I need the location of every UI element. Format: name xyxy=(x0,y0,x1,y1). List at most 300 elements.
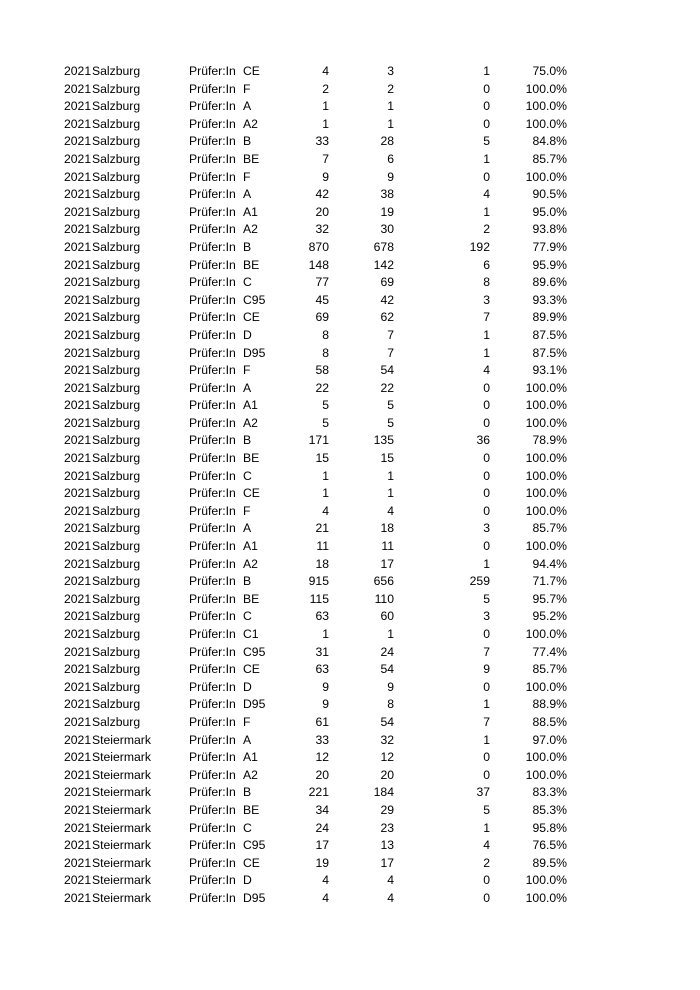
failed-count-cell: 0 xyxy=(483,627,490,641)
passed-count-cell: 69 xyxy=(380,275,394,290)
year-cell: 2021 xyxy=(64,714,92,729)
passed-count-cell: 13 xyxy=(380,838,394,853)
license-class-cell: CE xyxy=(243,662,260,677)
total-count-cell: 8 xyxy=(322,327,329,342)
passed-count-cell: 54 xyxy=(380,662,394,677)
table-row xyxy=(0,309,700,327)
year-cell: 2021 xyxy=(64,785,92,800)
total-count-cell: 63 xyxy=(315,609,329,624)
passed-count-cell: 12 xyxy=(380,750,394,765)
state-cell: Salzburg xyxy=(92,222,141,237)
state-cell: Salzburg xyxy=(92,204,141,219)
pass-rate-cell: 100.0% xyxy=(525,415,567,430)
failed-count-cell: 1 xyxy=(483,327,490,342)
state-cell: Salzburg xyxy=(92,609,141,624)
year-cell: 2021 xyxy=(64,662,92,677)
year-cell: 2021 xyxy=(64,732,92,747)
total-count-cell: 870 xyxy=(308,239,329,254)
state-cell: Salzburg xyxy=(92,187,141,202)
pass-rate-cell: 97.0% xyxy=(532,732,567,747)
year-cell: 2021 xyxy=(64,380,92,395)
license-class-cell: B xyxy=(243,785,252,800)
table-row xyxy=(0,732,700,750)
state-cell: Salzburg xyxy=(92,679,141,694)
state-cell: Steiermark xyxy=(92,802,151,817)
pass-rate-cell: 87.5% xyxy=(532,327,567,342)
total-count-cell: 32 xyxy=(315,222,329,237)
role-cell: Prüfer:In xyxy=(189,433,236,448)
passed-count-cell: 29 xyxy=(380,802,394,817)
failed-count-cell: 7 xyxy=(483,644,490,659)
passed-count-cell: 1 xyxy=(387,116,394,131)
failed-count-cell: 0 xyxy=(483,81,490,96)
role-cell: Prüfer:In xyxy=(189,802,236,817)
year-cell: 2021 xyxy=(64,750,92,765)
failed-count-cell: 0 xyxy=(483,503,490,518)
total-count-cell: 69 xyxy=(315,310,329,325)
role-cell: Prüfer:In xyxy=(189,116,236,131)
passed-count-cell: 1 xyxy=(387,627,394,641)
table-row xyxy=(0,608,700,626)
table-row xyxy=(0,696,700,714)
total-count-cell: 4 xyxy=(322,873,329,888)
total-count-cell: 20 xyxy=(315,767,329,782)
state-cell: Steiermark xyxy=(92,767,151,782)
state-cell: Steiermark xyxy=(92,838,151,853)
year-cell: 2021 xyxy=(64,151,92,166)
license-class-cell: BE xyxy=(243,591,260,606)
role-cell: Prüfer:In xyxy=(189,275,236,290)
table-row xyxy=(0,362,700,380)
total-count-cell: 17 xyxy=(315,838,329,853)
table-row xyxy=(0,257,700,275)
state-cell: Salzburg xyxy=(92,169,141,184)
role-cell: Prüfer:In xyxy=(189,64,236,78)
state-cell: Salzburg xyxy=(92,151,141,166)
license-class-cell: B xyxy=(243,239,252,254)
license-class-cell: F xyxy=(243,363,251,378)
passed-count-cell: 60 xyxy=(380,609,394,624)
year-cell: 2021 xyxy=(64,539,92,554)
table-row xyxy=(0,327,700,345)
role-cell: Prüfer:In xyxy=(189,767,236,782)
passed-count-cell: 30 xyxy=(380,222,394,237)
pass-rate-cell: 78.9% xyxy=(532,433,567,448)
role-cell: Prüfer:In xyxy=(189,574,236,589)
failed-count-cell: 0 xyxy=(483,169,490,184)
table-row xyxy=(0,890,700,908)
year-cell: 2021 xyxy=(64,275,92,290)
passed-count-cell: 24 xyxy=(380,644,394,659)
role-cell: Prüfer:In xyxy=(189,697,236,712)
failed-count-cell: 3 xyxy=(483,292,490,307)
year-cell: 2021 xyxy=(64,644,92,659)
total-count-cell: 24 xyxy=(315,820,329,835)
license-class-cell: B xyxy=(243,574,252,589)
year-cell: 2021 xyxy=(64,609,92,624)
total-count-cell: 5 xyxy=(322,398,329,413)
failed-count-cell: 192 xyxy=(469,239,490,254)
table-row xyxy=(0,292,700,310)
total-count-cell: 8 xyxy=(322,345,329,360)
passed-count-cell: 18 xyxy=(380,521,394,536)
license-class-cell: A2 xyxy=(243,415,258,430)
failed-count-cell: 0 xyxy=(483,99,490,114)
state-cell: Salzburg xyxy=(92,257,141,272)
year-cell: 2021 xyxy=(64,767,92,782)
total-count-cell: 11 xyxy=(316,539,329,554)
passed-count-cell: 184 xyxy=(373,785,394,800)
pass-rate-cell: 94.4% xyxy=(532,556,567,571)
total-count-cell: 63 xyxy=(315,662,329,677)
passed-count-cell: 6 xyxy=(387,151,394,166)
state-cell: Salzburg xyxy=(92,697,141,712)
total-count-cell: 915 xyxy=(308,574,329,589)
failed-count-cell: 5 xyxy=(483,134,490,149)
state-cell: Salzburg xyxy=(92,662,141,677)
failed-count-cell: 7 xyxy=(483,714,490,729)
table-row xyxy=(0,63,700,81)
passed-count-cell: 1 xyxy=(387,486,394,501)
table-row xyxy=(0,116,700,134)
table-row xyxy=(0,169,700,187)
year-cell: 2021 xyxy=(64,802,92,817)
state-cell: Salzburg xyxy=(92,521,141,536)
license-class-cell: A xyxy=(243,521,252,536)
pass-rate-cell: 100.0% xyxy=(525,486,567,501)
pass-rate-cell: 90.5% xyxy=(532,187,567,202)
total-count-cell: 9 xyxy=(322,697,329,712)
passed-count-cell: 110 xyxy=(374,591,394,606)
pass-rate-cell: 95.2% xyxy=(532,609,567,624)
total-count-cell: 1 xyxy=(322,486,329,501)
failed-count-cell: 5 xyxy=(483,802,490,817)
state-cell: Salzburg xyxy=(92,275,141,290)
passed-count-cell: 32 xyxy=(380,732,394,747)
total-count-cell: 1 xyxy=(322,116,329,131)
license-class-cell: C xyxy=(243,468,252,483)
total-count-cell: 45 xyxy=(315,292,329,307)
total-count-cell: 33 xyxy=(315,732,329,747)
pass-rate-cell: 84.8% xyxy=(532,134,567,149)
table-row xyxy=(0,186,700,204)
pass-rate-cell: 93.8% xyxy=(532,222,567,237)
license-class-cell: C xyxy=(243,609,252,624)
table-row xyxy=(0,397,700,415)
pass-rate-cell: 100.0% xyxy=(525,873,567,888)
pass-rate-cell: 85.3% xyxy=(532,802,567,817)
failed-count-cell: 0 xyxy=(483,380,490,395)
failed-count-cell: 1 xyxy=(483,732,490,747)
license-class-cell: C1 xyxy=(243,627,259,641)
table-row xyxy=(0,81,700,99)
role-cell: Prüfer:In xyxy=(189,151,236,166)
state-cell: Steiermark xyxy=(92,890,151,905)
state-cell: Steiermark xyxy=(92,855,151,870)
passed-count-cell: 4 xyxy=(387,873,394,888)
pass-rate-cell: 77.4% xyxy=(532,644,567,659)
license-class-cell: D95 xyxy=(243,345,266,360)
role-cell: Prüfer:In xyxy=(189,785,236,800)
table-row xyxy=(0,133,700,151)
total-count-cell: 1 xyxy=(322,627,329,641)
pass-rate-cell: 95.0% xyxy=(532,204,567,219)
table-row xyxy=(0,749,700,767)
year-cell: 2021 xyxy=(64,222,92,237)
state-cell: Salzburg xyxy=(92,486,141,501)
year-cell: 2021 xyxy=(64,398,92,413)
role-cell: Prüfer:In xyxy=(189,820,236,835)
total-count-cell: 4 xyxy=(322,503,329,518)
pass-rate-cell: 95.8% xyxy=(532,820,567,835)
total-count-cell: 4 xyxy=(322,64,329,78)
failed-count-cell: 259 xyxy=(469,574,490,589)
total-count-cell: 77 xyxy=(315,275,329,290)
role-cell: Prüfer:In xyxy=(189,750,236,765)
state-cell: Steiermark xyxy=(92,785,151,800)
failed-count-cell: 1 xyxy=(483,345,490,360)
state-cell: Salzburg xyxy=(92,433,141,448)
failed-count-cell: 0 xyxy=(483,398,490,413)
role-cell: Prüfer:In xyxy=(189,169,236,184)
table-row xyxy=(0,520,700,538)
pass-rate-cell: 100.0% xyxy=(525,451,567,466)
passed-count-cell: 9 xyxy=(387,169,394,184)
state-cell: Salzburg xyxy=(92,327,141,342)
table-row xyxy=(0,450,700,468)
role-cell: Prüfer:In xyxy=(189,714,236,729)
year-cell: 2021 xyxy=(64,99,92,114)
failed-count-cell: 0 xyxy=(483,486,490,501)
license-class-cell: C95 xyxy=(243,838,266,853)
year-cell: 2021 xyxy=(64,890,92,905)
pass-rate-cell: 85.7% xyxy=(532,662,567,677)
license-class-cell: CE xyxy=(243,64,260,78)
passed-count-cell: 22 xyxy=(380,380,394,395)
total-count-cell: 58 xyxy=(315,363,329,378)
table-row xyxy=(0,345,700,363)
state-cell: Salzburg xyxy=(92,714,141,729)
failed-count-cell: 36 xyxy=(476,433,490,448)
year-cell: 2021 xyxy=(64,239,92,254)
failed-count-cell: 0 xyxy=(483,767,490,782)
table-row xyxy=(0,468,700,486)
failed-count-cell: 0 xyxy=(483,415,490,430)
total-count-cell: 9 xyxy=(322,679,329,694)
year-cell: 2021 xyxy=(64,591,92,606)
license-class-cell: A xyxy=(243,187,252,202)
license-class-cell: A1 xyxy=(243,398,258,413)
total-count-cell: 148 xyxy=(308,257,329,272)
pass-rate-cell: 100.0% xyxy=(525,99,567,114)
state-cell: Salzburg xyxy=(92,503,141,518)
role-cell: Prüfer:In xyxy=(189,222,236,237)
year-cell: 2021 xyxy=(64,169,92,184)
year-cell: 2021 xyxy=(64,697,92,712)
total-count-cell: 34 xyxy=(315,802,329,817)
failed-count-cell: 1 xyxy=(483,820,490,835)
role-cell: Prüfer:In xyxy=(189,503,236,518)
passed-count-cell: 20 xyxy=(380,767,394,782)
license-class-cell: F xyxy=(243,81,251,96)
license-class-cell: BE xyxy=(243,802,260,817)
license-class-cell: CE xyxy=(243,310,260,325)
total-count-cell: 2 xyxy=(322,81,329,96)
license-class-cell: BE xyxy=(243,257,260,272)
license-class-cell: D xyxy=(243,679,252,694)
pass-rate-cell: 89.5% xyxy=(532,855,567,870)
year-cell: 2021 xyxy=(64,486,92,501)
role-cell: Prüfer:In xyxy=(189,855,236,870)
pass-rate-cell: 100.0% xyxy=(525,539,567,554)
year-cell: 2021 xyxy=(64,204,92,219)
role-cell: Prüfer:In xyxy=(189,187,236,202)
total-count-cell: 171 xyxy=(308,433,329,448)
failed-count-cell: 6 xyxy=(483,257,490,272)
table-row xyxy=(0,644,700,662)
failed-count-cell: 0 xyxy=(483,539,490,554)
passed-count-cell: 62 xyxy=(380,310,394,325)
pass-rate-cell: 100.0% xyxy=(525,767,567,782)
year-cell: 2021 xyxy=(64,521,92,536)
passed-count-cell: 4 xyxy=(387,503,394,518)
failed-count-cell: 8 xyxy=(483,275,490,290)
year-cell: 2021 xyxy=(64,627,92,641)
year-cell: 2021 xyxy=(64,81,92,96)
table-row xyxy=(0,239,700,257)
table-row xyxy=(0,485,700,503)
state-cell: Salzburg xyxy=(92,81,141,96)
state-cell: Salzburg xyxy=(92,468,141,483)
total-count-cell: 31 xyxy=(315,644,329,659)
role-cell: Prüfer:In xyxy=(189,539,236,554)
license-class-cell: A xyxy=(243,380,252,395)
pass-rate-cell: 95.9% xyxy=(532,257,567,272)
year-cell: 2021 xyxy=(64,345,92,360)
year-cell: 2021 xyxy=(64,574,92,589)
passed-count-cell: 17 xyxy=(380,556,394,571)
total-count-cell: 1 xyxy=(322,99,329,114)
table-row xyxy=(0,714,700,732)
state-cell: Steiermark xyxy=(92,873,151,888)
table-row xyxy=(0,204,700,222)
table-row xyxy=(0,573,700,591)
state-cell: Salzburg xyxy=(92,644,141,659)
pass-rate-cell: 71.7% xyxy=(532,574,567,589)
pass-rate-cell: 93.3% xyxy=(532,292,567,307)
pass-rate-cell: 100.0% xyxy=(525,81,567,96)
table-row xyxy=(0,98,700,116)
license-class-cell: F xyxy=(243,169,251,184)
state-cell: Salzburg xyxy=(92,398,141,413)
failed-count-cell: 0 xyxy=(483,750,490,765)
license-class-cell: A1 xyxy=(243,539,258,554)
table-row xyxy=(0,274,700,292)
role-cell: Prüfer:In xyxy=(189,679,236,694)
total-count-cell: 61 xyxy=(315,714,329,729)
state-cell: Salzburg xyxy=(92,380,141,395)
total-count-cell: 42 xyxy=(315,187,329,202)
total-count-cell: 20 xyxy=(315,204,329,219)
total-count-cell: 33 xyxy=(315,134,329,149)
failed-count-cell: 7 xyxy=(483,310,490,325)
table-row xyxy=(0,679,700,697)
year-cell: 2021 xyxy=(64,503,92,518)
passed-count-cell: 19 xyxy=(380,204,394,219)
year-cell: 2021 xyxy=(64,855,92,870)
year-cell: 2021 xyxy=(64,838,92,853)
pass-rate-cell: 100.0% xyxy=(525,627,567,641)
failed-count-cell: 4 xyxy=(483,838,490,853)
year-cell: 2021 xyxy=(64,820,92,835)
passed-count-cell: 4 xyxy=(387,890,394,905)
total-count-cell: 22 xyxy=(315,380,329,395)
state-cell: Salzburg xyxy=(92,451,141,466)
license-class-cell: D xyxy=(243,873,252,888)
pass-rate-cell: 76.5% xyxy=(532,838,567,853)
license-class-cell: F xyxy=(243,503,251,518)
table-row xyxy=(0,661,700,679)
table-row xyxy=(0,855,700,873)
role-cell: Prüfer:In xyxy=(189,415,236,430)
failed-count-cell: 3 xyxy=(483,521,490,536)
failed-count-cell: 1 xyxy=(483,204,490,219)
pass-rate-cell: 83.3% xyxy=(532,785,567,800)
pass-rate-cell: 100.0% xyxy=(525,169,567,184)
license-class-cell: D95 xyxy=(243,890,266,905)
failed-count-cell: 0 xyxy=(483,468,490,483)
pass-rate-cell: 93.1% xyxy=(532,363,567,378)
passed-count-cell: 5 xyxy=(387,415,394,430)
passed-count-cell: 142 xyxy=(373,257,394,272)
table-row xyxy=(0,503,700,521)
pass-rate-cell: 89.9% xyxy=(532,310,567,325)
pass-rate-cell: 100.0% xyxy=(525,750,567,765)
passed-count-cell: 11 xyxy=(381,539,394,554)
total-count-cell: 12 xyxy=(315,750,329,765)
license-class-cell: BE xyxy=(243,151,260,166)
year-cell: 2021 xyxy=(64,468,92,483)
year-cell: 2021 xyxy=(64,116,92,131)
passed-count-cell: 54 xyxy=(380,714,394,729)
table-row xyxy=(0,872,700,890)
year-cell: 2021 xyxy=(64,433,92,448)
total-count-cell: 19 xyxy=(315,855,329,870)
role-cell: Prüfer:In xyxy=(189,134,236,149)
state-cell: Salzburg xyxy=(92,116,141,131)
year-cell: 2021 xyxy=(64,327,92,342)
table-row xyxy=(0,837,700,855)
state-cell: Salzburg xyxy=(92,134,141,149)
pass-rate-cell: 85.7% xyxy=(532,521,567,536)
license-class-cell: CE xyxy=(243,486,260,501)
year-cell: 2021 xyxy=(64,415,92,430)
license-class-cell: A xyxy=(243,732,252,747)
year-cell: 2021 xyxy=(64,134,92,149)
role-cell: Prüfer:In xyxy=(189,521,236,536)
license-class-cell: C95 xyxy=(243,644,266,659)
total-count-cell: 4 xyxy=(322,890,329,905)
role-cell: Prüfer:In xyxy=(189,363,236,378)
passed-count-cell: 28 xyxy=(380,134,394,149)
data-table xyxy=(0,63,700,908)
role-cell: Prüfer:In xyxy=(189,644,236,659)
pass-rate-cell: 95.7% xyxy=(532,591,567,606)
role-cell: Prüfer:In xyxy=(189,380,236,395)
total-count-cell: 115 xyxy=(309,591,329,606)
failed-count-cell: 0 xyxy=(483,116,490,131)
passed-count-cell: 2 xyxy=(387,81,394,96)
